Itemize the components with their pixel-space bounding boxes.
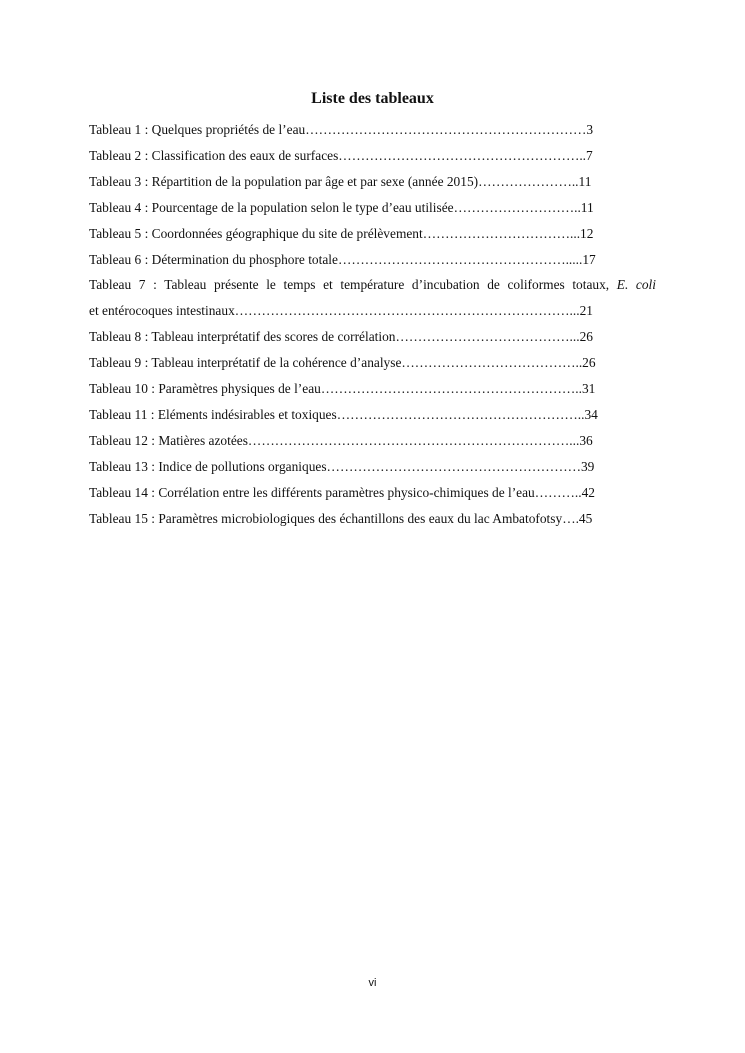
- table-list: [89, 117, 656, 532]
- toc-entry-3[interactable]: Tableau 3 : Répartition de la population par âge et par sexe (année 2015)…………………..11: [89, 173, 592, 189]
- toc-entry-14[interactable]: Tableau 14 : Corrélation entre les différents paramètres physico-chimiques de l’eau………..42: [89, 484, 596, 500]
- toc-entry-5[interactable]: Tableau 5 : Coordonnées géographique du site de prélèvement……………………………...12: [89, 225, 594, 241]
- toc-entry-11[interactable]: Tableau 11 : Eléments indésirables et toxiques………………………………………………..34: [89, 406, 598, 422]
- toc-entry-10[interactable]: Tableau 10 : Paramètres physiques de l’eau…………………………………………………..31: [89, 381, 596, 397]
- toc-entry-8[interactable]: Tableau 8 : Tableau interprétatif des scores de corrélation…………………………………...26: [89, 329, 593, 345]
- toc-entry-1[interactable]: Tableau 1 : Quelques propriétés de l’eau………………………………………………………3: [89, 122, 594, 137]
- toc-entry-7-species: E. coli: [616, 277, 656, 293]
- toc-entry-7[interactable]: [89, 272, 656, 324]
- toc-entry-9[interactable]: Tableau 9 : Tableau interprétatif de la cohérence d’analyse…………………………………..26: [89, 355, 596, 371]
- toc-entry-12[interactable]: Tableau 12 : Matières azotées………………………………………………………………...36: [89, 432, 593, 448]
- toc-entry-4[interactable]: Tableau 4 : Pourcentage de la population selon le type d’eau utilisée………………………..11: [89, 199, 594, 215]
- toc-entry-7-line-1: [89, 272, 656, 298]
- toc-entry-13[interactable]: Tableau 13 : Indice de pollutions organiques…………………………………………………39: [89, 458, 595, 474]
- toc-entry-15[interactable]: Tableau 15 : Paramètres microbiologiques des échantillons des eaux du lac Ambatofotsy….45: [89, 510, 593, 526]
- toc-entry-6[interactable]: Tableau 6 : Détermination du phosphore totale…………………………………………….....17: [89, 251, 596, 267]
- page-number: vi: [368, 977, 377, 989]
- toc-entry-7-line-2: et entérocoques intestinaux…………………………………………………………………...21: [89, 303, 593, 319]
- toc-entry-7-text: Tableau 7 : Tableau présente le temps et température d’incubation de coliformes totaux,: [89, 277, 617, 293]
- page-title: Liste des tableaux: [311, 90, 434, 107]
- toc-entry-2[interactable]: Tableau 2 : Classification des eaux de surfaces………………………………………………..7: [89, 147, 593, 163]
